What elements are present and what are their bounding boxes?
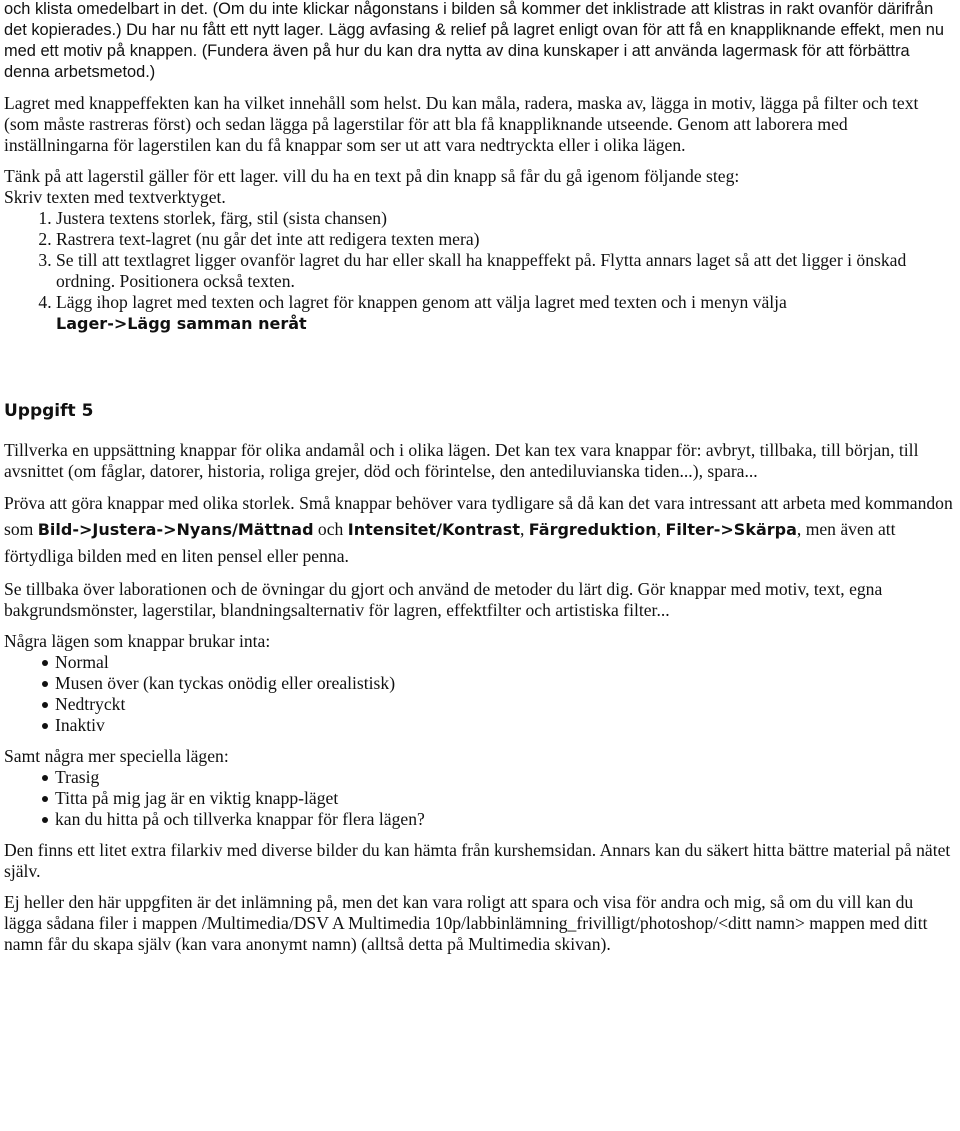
- archive-paragraph: Den finns ett litet extra filarkiv med diverse bilder du kan hämta från kurshemsidan. Annars kan du säkert hitta bättre material på nätet själv.: [4, 840, 951, 881]
- menu-command: Färgreduktion: [528, 520, 657, 539]
- steps-list: [4, 208, 954, 334]
- states-title: Några lägen som knappar brukar inta:: [4, 631, 271, 651]
- step-text: Lägg ihop lagret med texten och lagret för knappen genom att välja lagret med texten och i menyn välja: [56, 292, 787, 312]
- menu-command: Filter->Skärpa: [665, 520, 797, 539]
- step-item: [56, 292, 954, 334]
- menu-command: Lager->Lägg samman neråt: [56, 314, 307, 333]
- special-states-list: [4, 767, 954, 830]
- section-heading: Uppgift 5: [4, 401, 94, 421]
- menu-command: Bild->Justera->Nyans/Mättnad: [37, 520, 314, 539]
- list-item: Nedtryckt: [55, 694, 954, 715]
- step-item: 2. Rastrera text-lagret (nu går det inte att redigera texten mera): [56, 229, 954, 250]
- list-item: Musen över (kan tyckas onödig eller orealistisk): [55, 673, 954, 694]
- special-states-title: Samt några mer speciella lägen:: [4, 746, 229, 766]
- submission-paragraph: Ej heller den här uppgfiten är det inlämning på, men det kan vara roligt att spara och visa för andra och mig, så om du vill kan du lägga sådana filer i mappen /Multimedia/DSV A Multimedia 10p/labbinlämning_frivilligt/photoshop/<ditt namn> mappen med ditt namn får du skapa själv (kan vara anonymt namn) (alltså detta på Multimedia skivan).: [4, 892, 928, 954]
- intro-paragraph: och klista omedelbart in det. (Om du inte klickar någonstans i bilden så kommer det inklistrade att klistras in rakt ovanför därifrån det kopierades.) Du har nu fått ett nytt lager. Lägg avfasing & relief på lagret enligt ovan för att få en knappliknande effekt, men nu med ett motiv på knappen. (Fundera även på hur du kan dra nytta av dina kunskaper i att använda lagermask för att förbättra denna arbetsmetod.): [4, 0, 945, 81]
- list-item: Normal: [55, 652, 954, 673]
- task-paragraph: Tillverka en uppsättning knappar för olika andamål och i olika lägen. Det kan tex vara knappar för: avbryt, tillbaka, till början, till avsnittet (om fåglar, datorer, historia, roliga grejer, död och förintelse, den antediluvianska tiden...), spara...: [4, 440, 919, 481]
- document-page: [4, 0, 954, 955]
- sizes-text: och: [313, 519, 348, 539]
- menu-command: Intensitet/Kontrast: [347, 520, 520, 539]
- list-item: Trasig: [55, 767, 954, 788]
- sizes-paragraph: [4, 490, 954, 569]
- sizes-text: Pröva att göra knappar med olika storlek. Små knappar behöver vara tydligare så då kan det vara intressant att arbeta med kommandon som: [4, 493, 953, 539]
- layer-style-first-step: Skriv texten med textverktyget.: [4, 187, 226, 207]
- layer-style-intro: Tänk på att lagerstil gäller för ett lager. vill du ha en text på din knapp så får du gå igenom följande steg:: [4, 166, 740, 186]
- review-paragraph: Se tillbaka över laborationen och de övningar du gjort och använd de metoder du lärt dig. Gör knappar med motiv, text, egna bakgrundsmönster, lagerstilar, blandningsalternativ för lagren, effektfilter och artistiska filter...: [4, 579, 883, 620]
- sizes-text: , men även att förtydliga bilden med en liten pensel eller penna.: [4, 519, 896, 566]
- layer-paragraph: Lagret med knappeffekten kan ha vilket innehåll som helst. Du kan måla, radera, maska av, lägga in motiv, lägga på filter och text (som måste rastreras först) och sedan lägga på lagerstilar för att bla få knappliknande utseende. Genom att laborera med inställningarna för lagerstilen kan du få knappar som ser ut att vara nedtryckta eller i olika lägen.: [4, 93, 919, 155]
- sizes-text: ,: [656, 519, 666, 539]
- sizes-text: ,: [519, 519, 529, 539]
- step-item: 1. Justera textens storlek, färg, stil (sista chansen): [56, 208, 954, 229]
- list-item: Titta på mig jag är en viktig knapp-läget: [55, 788, 954, 809]
- list-item: Inaktiv: [55, 715, 954, 736]
- states-list: [4, 652, 954, 736]
- list-item: kan du hitta på och tillverka knappar för flera lägen?: [55, 809, 954, 830]
- step-item: 3. Se till att textlagret ligger ovanför lagret du har eller skall ha knappeffekt på. Flytta annars laget så att det ligger i önskad ordning. Positionera också texten.: [56, 250, 954, 292]
